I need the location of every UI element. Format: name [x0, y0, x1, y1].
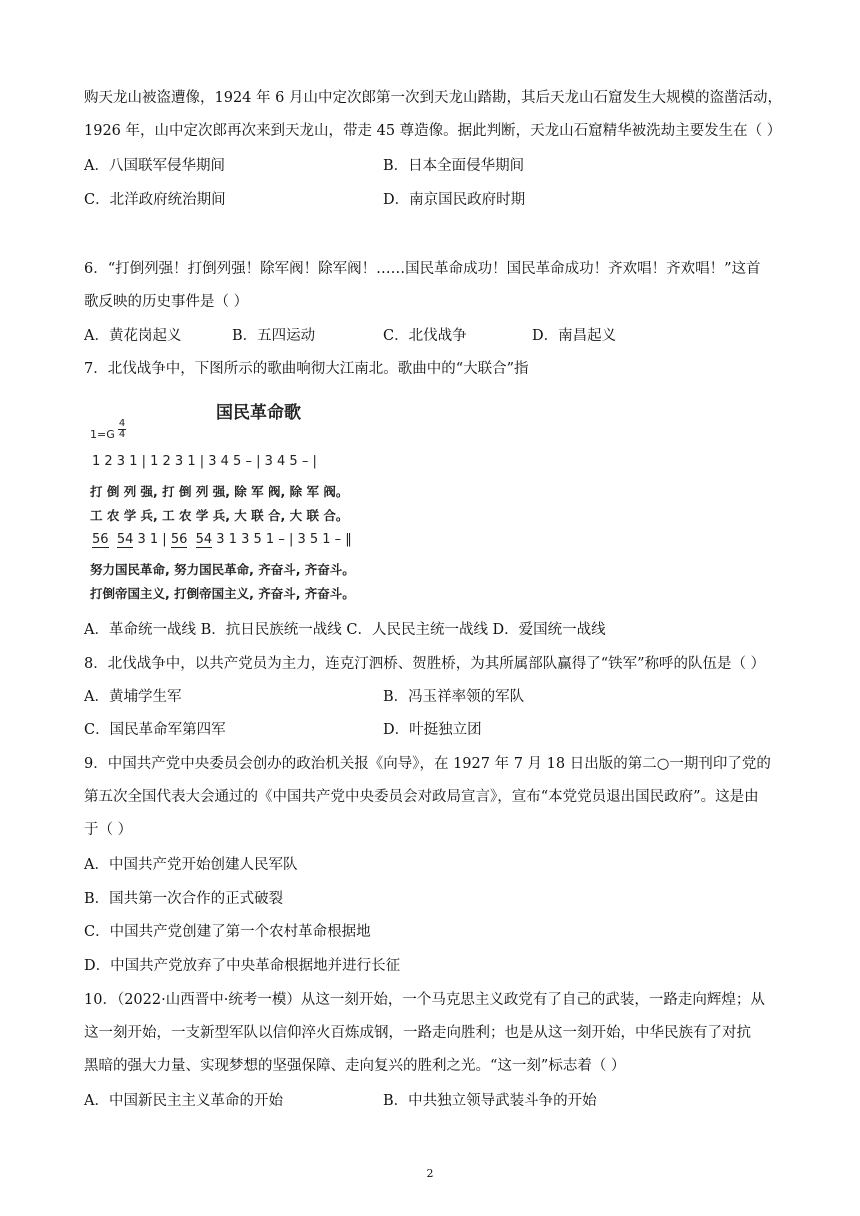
note-group: 56 — [170, 532, 188, 547]
song-lyrics-2: 工 农 学 兵, 工 农 学 兵, 大 联 合, 大 联 合。 — [90, 508, 349, 523]
song-key: 1=G — [90, 428, 115, 441]
q8-option-a[interactable]: A．黄埔学生军 — [84, 689, 182, 705]
q6-line-2: 歌反映的历史事件是（ ） — [84, 294, 249, 310]
time-numerator: 4 — [118, 418, 126, 429]
q10-line-3: 黑暗的强大力量、实现梦想的坚强保障、走向复兴的胜利之光。“这一刻”标志着（ ） — [84, 1058, 626, 1074]
intro-line-2: 1926 年，山中定次郎再次来到天龙山，带走 45 尊造像。据此判断，天龙山石窟精华被洗劫主要发生在（ ） — [84, 123, 782, 139]
song-lyrics-4: 打倒帝国主义, 打倒帝国主义, 齐奋斗, 齐奋斗。 — [90, 586, 355, 601]
q6-option-a[interactable]: A．黄花岗起义 — [84, 328, 182, 344]
q9-line-2: 第五次全国代表大会通过的《中国共产党中央委员会对政局宣言》，宣布“本党党员退出国民政府”。这是由 — [84, 789, 759, 805]
q10-line-1: 10．（2022·山西晋中·统考一模）从这一刻开始，一个马克思主义政党有了自己的武装，一路走向辉煌；从 — [84, 992, 765, 1008]
note-group: 3 1 3 5 1 – | 3 5 1 – ‖ — [212, 532, 352, 547]
note-group: 56 — [92, 532, 109, 547]
time-denominator: 4 — [118, 429, 126, 440]
q8-line-1: 8．北伐战争中，以共产党员为主力，连克汀泗桥、贺胜桥，为其所属部队赢得了“铁军”称呼的队伍是（ ） — [84, 656, 766, 672]
q9-option-a[interactable]: A．中国共产党开始创建人民军队 — [84, 857, 298, 873]
song-notes-1: 1 2 3 1 | 1 2 3 1 | 3 4 5 – | 3 4 5 – | — [92, 454, 317, 469]
q8-option-d[interactable]: D．叶挺独立团 — [383, 722, 482, 738]
song-lyrics-3: 努力国民革命, 努力国民革命, 齐奋斗, 齐奋斗。 — [90, 562, 355, 577]
q6-option-d[interactable]: D．南昌起义 — [532, 328, 617, 344]
note-group: 54 — [116, 532, 134, 547]
song-time-signature — [118, 419, 126, 440]
q8-option-c[interactable]: C．国民革命军第四军 — [84, 722, 226, 738]
intro-option-b[interactable]: B．日本全面侵华期间 — [383, 158, 525, 174]
note-group: 3 1 | — [133, 532, 171, 547]
q9-option-b[interactable]: B．国共第一次合作的正式破裂 — [84, 891, 284, 907]
q6-option-b[interactable]: B．五四运动 — [232, 328, 316, 344]
intro-line-1: 购天龙山被盗遭像，1924 年 6 月山中定次郎第一次到天龙山踏勘，其后天龙山石窟发生大规模的盗凿活动， — [84, 90, 782, 106]
q10-option-b[interactable]: B．中共独立领导武装斗争的开始 — [383, 1093, 597, 1109]
note-group: 54 — [195, 532, 213, 547]
song-lyrics-1: 打 倒 列 强, 打 倒 列 强, 除 军 阀, 除 军 阀。 — [90, 484, 349, 499]
page-number: 2 — [426, 1167, 434, 1180]
q7-options[interactable]: A．革命统一战线 B．抗日民族统一战线 C．人民民主统一战线 D．爱国统一战线 — [84, 622, 606, 638]
q9-option-c[interactable]: C．中国共产党创建了第一个农村革命根据地 — [84, 924, 371, 940]
intro-option-c[interactable]: C．北洋政府统治期间 — [84, 192, 226, 208]
q9-option-d[interactable]: D．中国共产党放弃了中央革命根据地并进行长征 — [84, 958, 401, 974]
q9-line-1: 9．中国共产党中央委员会创办的政治机关报《向导》，在 1927 年 7 月 18 日出版的第二○一期刊印了党的 — [84, 756, 771, 772]
q10-line-2: 这一刻开始，一支新型军队以信仰淬火百炼成钢，一路走向胜利；也是从这一刻开始，中华民族有了对抗 — [84, 1025, 751, 1041]
q10-option-a[interactable]: A．中国新民主主义革命的开始 — [84, 1093, 283, 1109]
q7-line-1: 7．北伐战争中，下图所示的歌曲响彻大江南北。歌曲中的“大联合”指 — [84, 361, 529, 377]
song-title: 国民革命歌 — [216, 403, 301, 423]
q9-line-3: 于（ ） — [84, 822, 133, 838]
q6-option-c[interactable]: C．北伐战争 — [383, 328, 467, 344]
q6-line-1: 6．“打倒列强！打倒列强！除军阀！除军阀！……国民革命成功！国民革命成功！齐欢唱！齐欢唱！”这首 — [84, 261, 761, 277]
intro-option-a[interactable]: A．八国联军侵华期间 — [84, 158, 225, 174]
song-image — [84, 392, 404, 610]
song-notes-2 — [92, 532, 352, 547]
q8-option-b[interactable]: B．冯玉祥率领的军队 — [383, 689, 525, 705]
intro-option-d[interactable]: D．南京国民政府时期 — [383, 192, 526, 208]
